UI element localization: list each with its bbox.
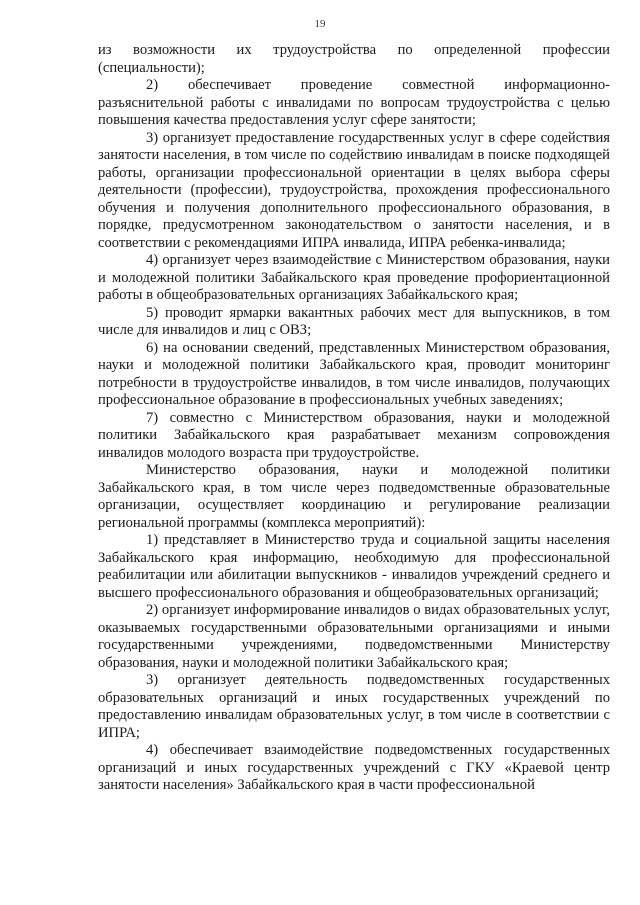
paragraph: 2) обеспечивает проведение совместной информационно-разъяснительной работы с инвалидами по вопросам трудоустройства с целью повышения качества предоставления услуг сфере занятости;: [98, 77, 610, 128]
document-body: [98, 42, 610, 795]
paragraph: 3) организует деятельность подведомственных государственных образовательных организаций и иных государственных учреждений по предоставлению инвалидам образовательных услуг, в том числе в соответствии с ИПРА;: [98, 672, 610, 741]
paragraph: 3) организует предоставление государственных услуг в сфере содействия занятости населения, в том числе по содействию инвалидам в поиске подходящей работы, организации профессиональной ориентации в целях выбора сферы деятельности (профессии), трудоустройства, прохождения профессионального обучения и получения дополнительного профессионального образования, в порядке, предусмотренном законодательством о занятости населения, и в соответствии с рекомендациями ИПРА инвалида, ИПРА ребенка-инвалида;: [98, 129, 610, 251]
paragraph: 1) представляет в Министерство труда и социальной защиты населения Забайкальского края информацию, необходимую для профессиональной реабилитации или абилитации выпускников - инвалидов учреждений среднего и высшего профессионального образования и общеобразовательных организаций;: [98, 532, 610, 601]
paragraph: 7) совместно с Министерством образования, науки и молодежной политики Забайкальского края разрабатывает механизм сопровождения инвалидов молодого возраста при трудоустройстве.: [98, 409, 610, 461]
paragraph: 2) организует информирование инвалидов о видах образовательных услуг, оказываемых государственными образовательными организациями и иными государственными учреждениями, подведомственными Министерству образования, науки и молодежной политики Забайкальского края;: [98, 602, 610, 671]
paragraph: Министерство образования, науки и молодежной политики Забайкальского края, в том числе через подведомственные образовательные организации, осуществляет координацию и регулирование реализации региональной программы (комплекса мероприятий):: [98, 462, 610, 531]
page-number: 19: [314, 18, 326, 30]
paragraph: 6) на основании сведений, представленных Министерством образования, науки и молодежной политики Забайкальского края, проводит мониторинг потребности в трудоустройстве инвалидов, в том числе инвалидов, получающих профессиональное образование в профессиональных учебных заведениях;: [98, 339, 610, 408]
paragraph: из возможности их трудоустройства по определенной профессии (специальности);: [98, 42, 610, 76]
paragraph: 5) проводит ярмарки вакантных рабочих мест для выпускников, в том числе для инвалидов и лиц с ОВЗ;: [98, 304, 610, 338]
paragraph: 4) организует через взаимодействие с Министерством образования, науки и молодежной политики Забайкальского края проведение профориентационной работы в общеобразовательных организациях Забайкальского края;: [98, 252, 610, 303]
paragraph: 4) обеспечивает взаимодействие подведомственных государственных организаций и иных государственных учреждений с ГКУ «Краевой центр занятости населения» Забайкальского края в части профессиональной: [98, 742, 610, 793]
